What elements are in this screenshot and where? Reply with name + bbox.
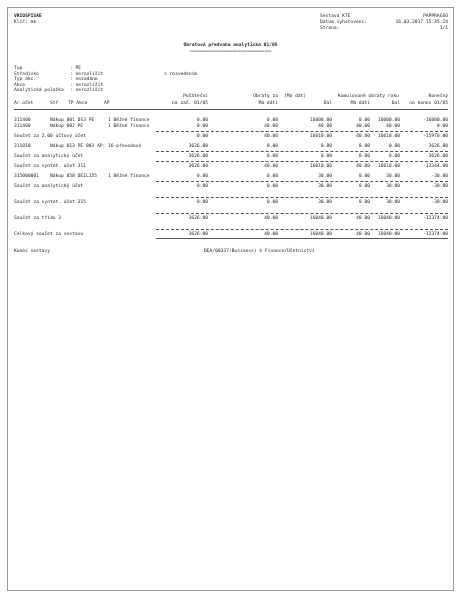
row-opening: 0.00 [196, 184, 208, 189]
row-opening: 3626.00 [188, 216, 208, 221]
row-debit: 40.00 [264, 216, 278, 221]
header-right-value2: 16.03.2017 15:35:24 [395, 20, 448, 25]
col-closing: na konec 01/05 [409, 101, 448, 106]
row-cum-debit: 40.00 [356, 216, 370, 221]
col-account: Ar.účet [14, 101, 34, 106]
row-closing: -30.00 [431, 200, 448, 205]
row-description: Nákup 001 DS3 PE [50, 118, 95, 123]
row-account: 311400 [14, 118, 31, 123]
param-value: : nerozlišit [70, 82, 104, 88]
header-rule [14, 109, 448, 110]
row-account: Součet za třídu 3 [14, 216, 62, 221]
row-cum-debit: 40.00 [356, 164, 370, 169]
col-group-turnover-note: (Má dát) [284, 94, 307, 99]
header-left-line1: VRIOSPISAE [14, 14, 42, 19]
row-separator [156, 181, 448, 182]
row-account: Celkový součet za sestavu [14, 232, 84, 237]
row-cum-credit: 0.00 [388, 144, 400, 149]
col-group-closing: Konečný [428, 94, 448, 99]
row-debit: 0.00 [266, 144, 278, 149]
row-debit: 0.00 [266, 184, 278, 189]
row-debit: 40.00 [264, 164, 278, 169]
row-note: 1 Běžné finance [108, 124, 150, 129]
row-opening: 0.00 [196, 200, 208, 205]
col-credit: Dal [323, 101, 332, 106]
row-account: Součet za analytický účet [14, 184, 84, 189]
report-title: Obratová předvaha analytická 01/05 [183, 43, 278, 48]
col-type-action: TP Akce [68, 101, 88, 106]
row-separator [156, 161, 448, 162]
param-label: Středisko [14, 71, 39, 77]
row-account: 311400 [14, 124, 31, 129]
col-cum-credit: Dal [391, 101, 400, 106]
row-account: 315000001 [14, 174, 39, 179]
row-opening: 0.00 [196, 118, 208, 123]
col-ap: AP [104, 101, 110, 106]
row-description: Nákup 013 PE 003 AP: [50, 144, 106, 149]
total-rule [156, 238, 448, 239]
col-centre: Stř [50, 101, 59, 106]
footer-middle: DEA/00337(Business) © Finance/Účetnictví [204, 249, 315, 254]
row-cum-credit: 40.00 [386, 124, 400, 129]
row-closing: -15970.00 [423, 134, 448, 139]
col-group-opening: Počáteční [183, 94, 208, 99]
row-description: Nákup 002 PE [50, 124, 84, 129]
row-cum-debit: 0.00 [358, 184, 370, 189]
row-note: 16-převodová [108, 144, 142, 149]
report-title-underline: ================================== [189, 48, 272, 53]
col-debit: Má dáti [258, 101, 278, 106]
report-page [7, 7, 454, 591]
row-cum-debit: 0.00 [358, 174, 370, 179]
row-cum-credit: 30.00 [386, 184, 400, 189]
row-closing: -30.00 [431, 184, 448, 189]
param-label: Akce [14, 82, 26, 88]
row-opening: 0.00 [196, 134, 208, 139]
row-credit: 0.00 [320, 144, 332, 149]
param-value: : nerozlišit [70, 88, 104, 93]
row-account: Součet za syntet. účet 311 [14, 164, 86, 169]
row-closing: -12344.00 [423, 164, 448, 169]
param-label: Analytická položka [14, 88, 64, 93]
row-cum-credit: 16040.00 [377, 232, 400, 237]
row-debit: 0.00 [266, 154, 278, 159]
row-cum-debit: 0.00 [358, 154, 370, 159]
param-label: Typ akc. [14, 77, 37, 82]
row-cum-debit: 40.00 [356, 134, 370, 139]
row-cum-credit: 0.00 [388, 154, 400, 159]
row-cum-credit: 16010.00 [377, 134, 400, 139]
row-credit: 0.00 [320, 154, 332, 159]
row-separator [156, 131, 448, 132]
row-opening: 3626.00 [188, 232, 208, 237]
row-cum-debit: 40.00 [356, 124, 370, 129]
row-closing: 0.00 [436, 124, 448, 129]
row-closing: 3626.00 [428, 154, 448, 159]
row-credit: 16000.00 [309, 118, 332, 123]
row-debit: 40.00 [264, 232, 278, 237]
row-cum-credit: 16040.00 [377, 216, 400, 221]
col-opening: na zač. 01/05 [172, 101, 208, 106]
header-right-label2: Datum vyhotovení: [320, 20, 368, 25]
param-extra: s rozvedením [164, 71, 198, 77]
row-cum-credit: 16010.00 [377, 164, 400, 169]
row-debit: 0.00 [266, 118, 278, 123]
col-group-turnover: Obraty za [253, 94, 278, 99]
row-opening: 0.00 [196, 124, 208, 129]
row-credit: 30.00 [318, 174, 332, 179]
row-cum-debit: 0.00 [358, 118, 370, 123]
header-right-label3: Strana: [320, 26, 340, 31]
footer-left: Konec sestavy [14, 249, 50, 254]
row-cum-credit: 30.00 [386, 200, 400, 205]
row-credit: 30.00 [318, 200, 332, 205]
row-account: 311010 [14, 144, 31, 149]
row-note: 1 Běžné finance [108, 174, 150, 179]
row-credit: 16010.00 [309, 164, 332, 169]
row-debit: 40.00 [264, 124, 278, 129]
row-account: Součet za syntet. účet 315 [14, 200, 86, 205]
row-closing: -16000.00 [423, 118, 448, 123]
row-account: Součet za analytický účet [14, 154, 84, 159]
header-left-line2: Klíč: mk [14, 20, 37, 25]
param-label: Typ [14, 66, 23, 71]
row-credit: 16010.00 [309, 134, 332, 139]
row-opening: 3626.00 [188, 144, 208, 149]
row-closing: -12374.00 [423, 216, 448, 221]
param-value: : nezadáno [70, 77, 98, 82]
row-note: 1 Běžné finance [108, 118, 150, 123]
row-opening: 3626.00 [188, 154, 208, 159]
row-closing: -12374.00 [423, 232, 448, 237]
row-cum-debit: 0.00 [358, 200, 370, 205]
row-separator [156, 151, 448, 152]
row-credit: 30.00 [318, 184, 332, 189]
row-cum-debit: 0.00 [358, 144, 370, 149]
row-cum-credit: 16000.00 [377, 118, 400, 123]
row-closing: 3626.00 [428, 144, 448, 149]
header-right-value3: 1/1 [439, 26, 448, 31]
row-cum-credit: 30.00 [386, 174, 400, 179]
row-debit: 0.00 [266, 200, 278, 205]
row-credit: 16040.00 [309, 216, 332, 221]
row-opening: 0.00 [196, 174, 208, 179]
col-group-cumulative: Kumulované obraty roku [338, 94, 399, 99]
col-cum-debit: Má dáti [350, 101, 370, 106]
row-debit: 40.00 [264, 134, 278, 139]
row-closing: -30.00 [431, 174, 448, 179]
row-debit: 0.00 [266, 174, 278, 179]
param-value: : PE [70, 66, 82, 71]
row-cum-debit: 40.00 [356, 232, 370, 237]
header-right-label1: Sestava KTE [320, 14, 351, 19]
row-separator [156, 213, 448, 214]
row-description: Nákup 058 DE1L155 [50, 174, 98, 179]
row-separator [156, 229, 448, 230]
row-credit: 16040.00 [309, 232, 332, 237]
param-value: : nerozlišit [70, 71, 104, 77]
row-account: Součet za 2.00 účtový účet [14, 134, 86, 139]
row-opening: 3626.00 [188, 164, 208, 169]
row-separator [156, 197, 448, 198]
header-right-value1: PAPPRAGSO [423, 14, 448, 19]
row-credit: 40.00 [318, 124, 332, 129]
